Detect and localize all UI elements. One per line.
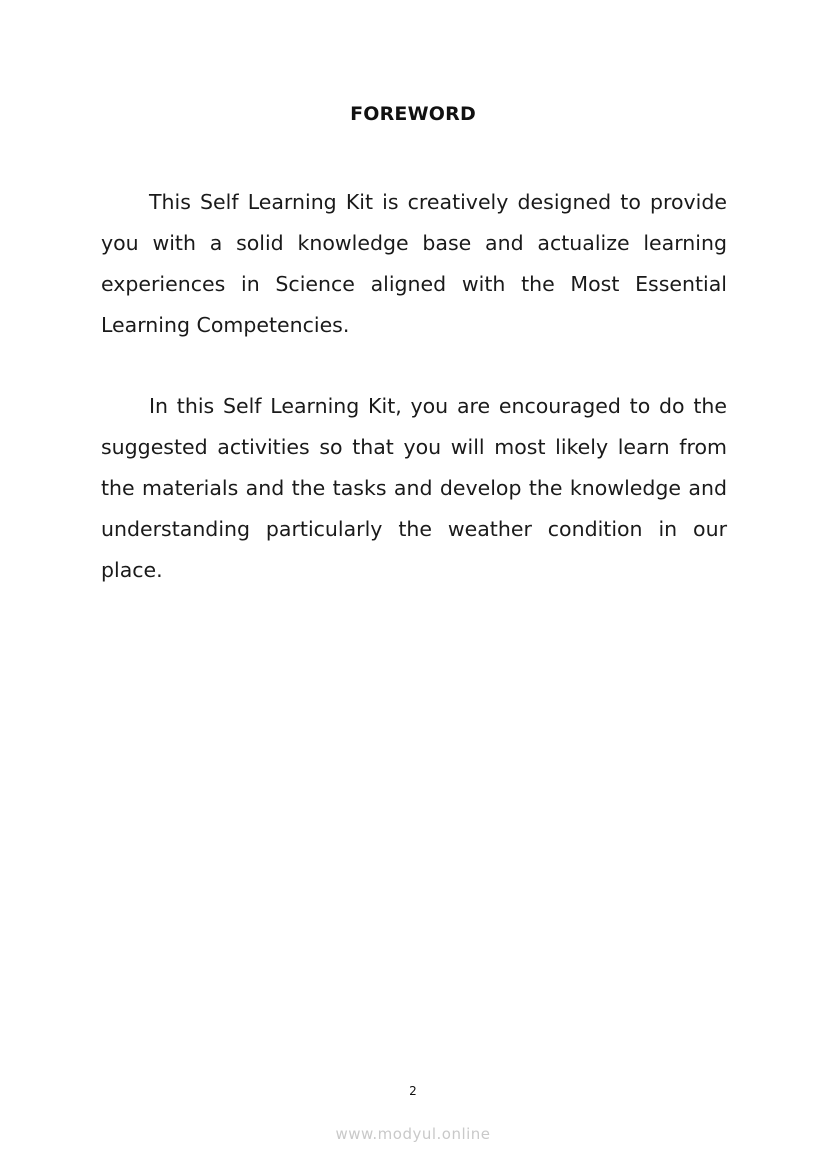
foreword-paragraph-2: In this Self Learning Kit, you are encouraged to do the suggested activities so that you will most likely learn from the materials and the tasks and develop the knowledge and understanding particularly the weather condition in our place. — [101, 394, 727, 582]
page-number: 2 — [409, 1084, 417, 1098]
page-title: FOREWORD — [350, 103, 476, 125]
watermark-text: www.modyul.online — [335, 1125, 491, 1143]
foreword-paragraph-1: This Self Learning Kit is creatively designed to provide you with a solid knowledge base and actualize learning experiences in Science aligned with the Most Essential Learning Competencies. — [101, 190, 727, 337]
